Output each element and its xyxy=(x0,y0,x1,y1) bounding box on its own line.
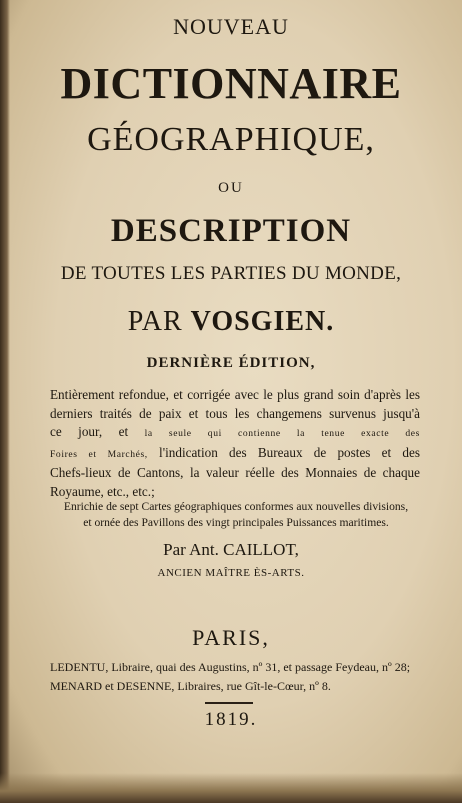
paragraph-line: et ornée des Pavillons des vingt principales Puissances maritimes. xyxy=(83,516,389,529)
paragraph-line: Enrichie de sept Cartes géographiques conformes aux nouvelles divisions, xyxy=(63,500,409,513)
publisher-line-2: MENARD et DESENNE, Libraires, rue Gît-le-Cœur, nº 8. xyxy=(50,679,331,693)
editor-title: ANCIEN MAÎTRE ÈS-ARTS. xyxy=(157,567,305,579)
paragraph-line: ce jour, et la seule qui contienne la tenue exacte des xyxy=(50,424,420,439)
page-bottom-shadow xyxy=(0,773,462,803)
subtitle-parties-du-monde: DE TOUTES LES PARTIES DU MONDE, xyxy=(60,263,402,284)
title-dictionnaire: DICTIONNAIRE xyxy=(60,59,402,108)
edition-line: DERNIÈRE ÉDITION, xyxy=(146,355,316,371)
title-geographique: GÉOGRAPHIQUE, xyxy=(87,121,375,158)
year-line: 1819. xyxy=(204,709,258,730)
enrichment-paragraph xyxy=(58,499,414,531)
title-ou: OU xyxy=(218,180,244,196)
paragraph-line: derniers traités de paix et tous les changemens survenus jusqu'à xyxy=(50,405,420,421)
author-name: VOSGIEN. xyxy=(190,306,335,337)
author-prefix: PAR xyxy=(127,306,183,337)
paragraph-line: Foires et Marchés, l'indication des Bureaux de postes et des xyxy=(50,444,420,460)
author-line xyxy=(0,306,462,338)
paragraph-line: Entièrement refondue, et corrigée avec le plus grand soin d'après les xyxy=(50,387,420,402)
title-nouveau: NOUVEAU xyxy=(173,14,289,39)
paragraph-line: Royaume, etc., etc.; xyxy=(50,483,155,499)
city-line: PARIS, xyxy=(192,625,270,650)
divider-rule xyxy=(205,702,253,704)
edition-description-paragraph xyxy=(50,386,420,501)
paragraph-line: Chefs-lieux de Cantons, la valeur réelle des Monnaies de chaque xyxy=(50,465,420,480)
editor-line: Par Ant. CAILLOT, xyxy=(163,540,299,559)
publisher-line-1: LEDENTU, Libraire, quai des Augustins, nº 31, et passage Feydeau, nº 28; xyxy=(50,660,411,674)
title-description: DESCRIPTION xyxy=(110,213,352,249)
